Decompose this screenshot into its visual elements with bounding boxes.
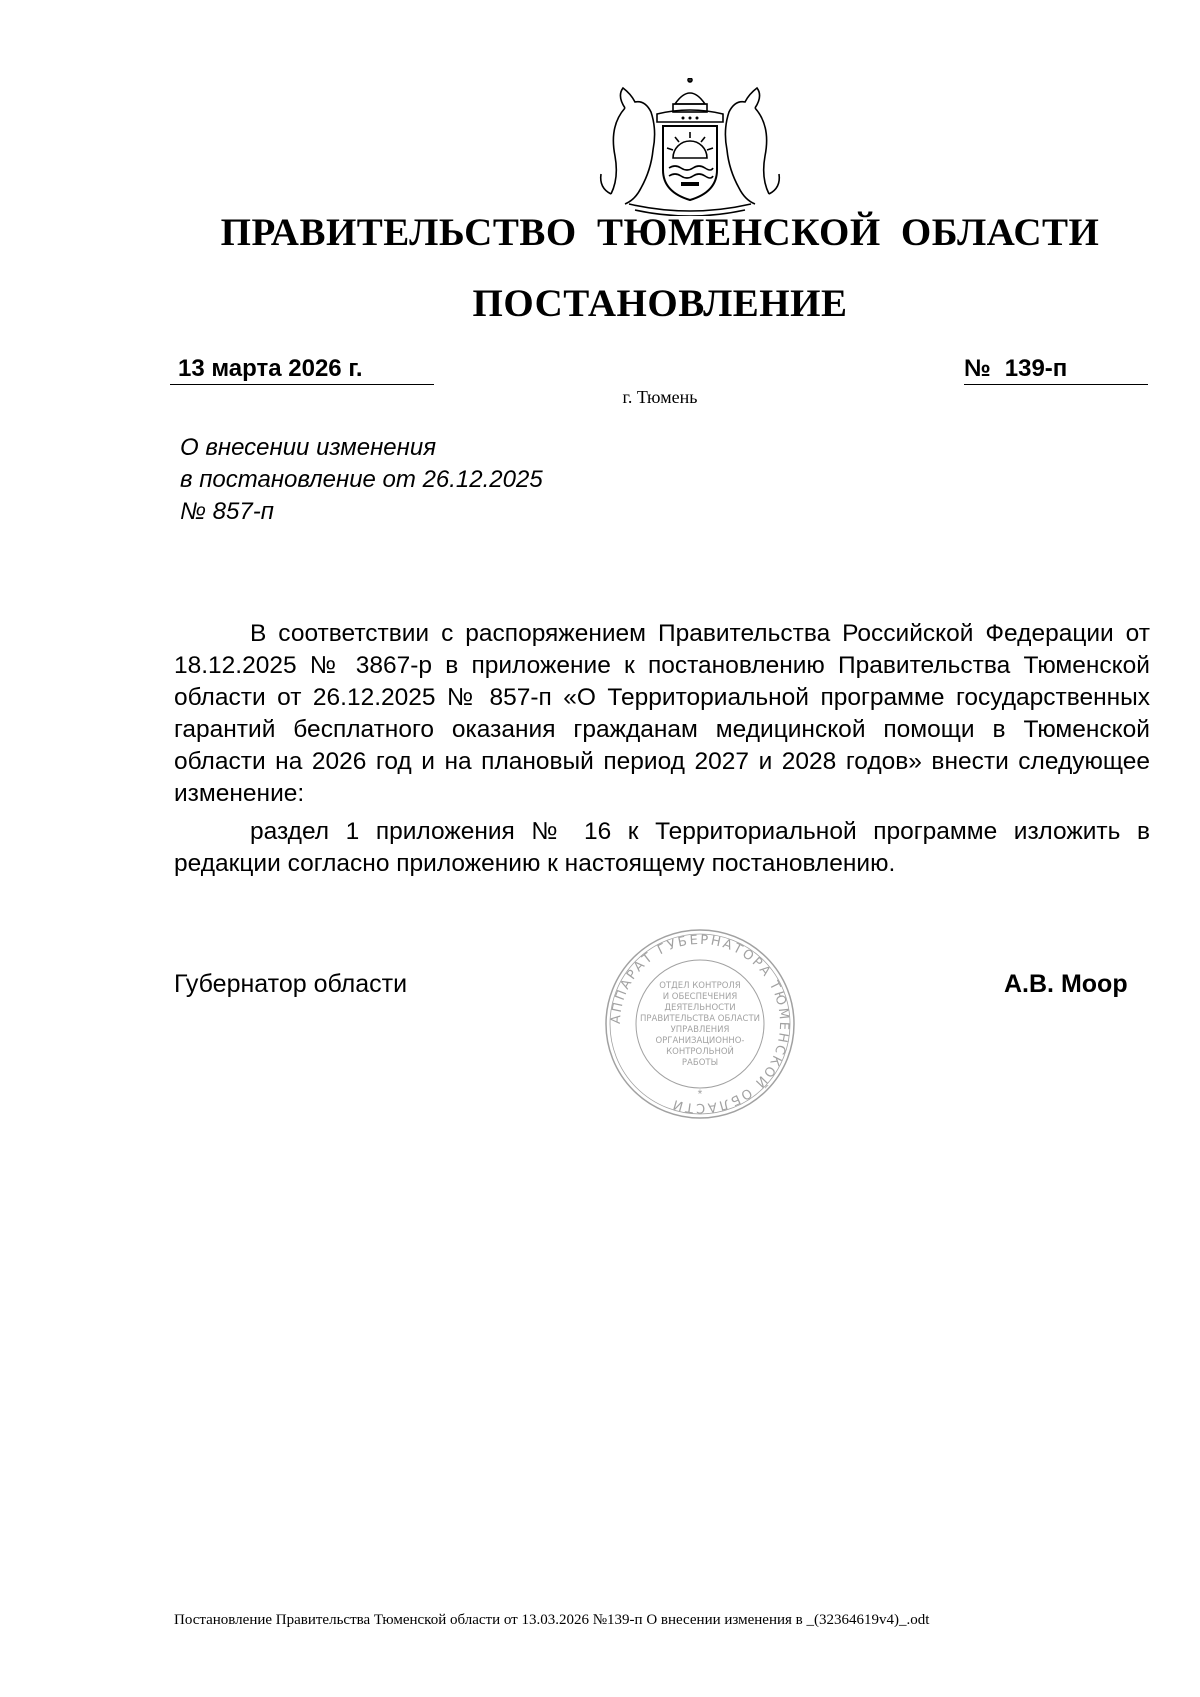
official-seal-icon xyxy=(602,926,798,1122)
body-paragraph: В соответствии с распоряжением Правительства Российской Федерации от 18.12.2025 № 3867-р в приложение к постановлению Правительства Тюменской области от 26.12.2025 № 857-п «О Территориальной программе государственных гарантий бесплатного оказания гражданам медицинской помощи в Тюменской области на 2026 год и на плановый период 2027 и 2028 годов» внести следующее изменение: xyxy=(174,620,1150,807)
document-body xyxy=(174,618,1150,886)
seal-inner-line: ОТДЕЛ КОНТРОЛЯ xyxy=(659,981,741,991)
document-type-heading: ПОСТАНОВЛЕНИЕ xyxy=(472,282,848,325)
seal-inner-line: И ОБЕСПЕЧЕНИЯ xyxy=(662,992,738,1002)
signer-title: Губернатор области xyxy=(174,970,408,998)
seal-inner-line: ОРГАНИЗАЦИОННО- xyxy=(655,1036,745,1046)
number-sign: № xyxy=(964,355,991,382)
seal-outer-text: АППАРАТ ГУБЕРНАТОРА ТЮМЕНСКОЙ ОБЛАСТИ xyxy=(608,932,792,1116)
seal-inner-line: КОНТРОЛЬНОЙ xyxy=(666,1047,734,1057)
signer-name: А.В. Моор xyxy=(1004,970,1128,998)
document-subject xyxy=(180,432,543,528)
seal-inner-line: РАБОТЫ xyxy=(681,1058,719,1068)
document-number-field xyxy=(964,354,1148,385)
subject-line: О внесении изменения xyxy=(180,434,437,461)
svg-text:*: * xyxy=(697,1087,703,1101)
subject-line: № 857-п xyxy=(180,498,274,525)
document-date: 13 марта 2026 г. xyxy=(170,354,434,385)
tyumen-coat-of-arms-icon xyxy=(595,78,785,216)
document-footer: Постановление Правительства Тюменской области от 13.03.2026 №139-п О внесении изменения в _(32364619v4)_.odt xyxy=(174,1612,930,1628)
seal-inner-line: УПРАВЛЕНИЯ xyxy=(670,1025,730,1035)
body-paragraph: раздел 1 приложения № 16 к Территориальной программе изложить в редакции согласно приложению к настоящему постановлению. xyxy=(174,818,1150,877)
subject-line: в постановление от 26.12.2025 xyxy=(180,466,543,493)
seal-inner-line: ПРАВИТЕЛЬСТВА ОБЛАСТИ xyxy=(640,1014,760,1024)
document-number: 139-п xyxy=(1004,355,1068,382)
document-city: г. Тюмень xyxy=(622,387,698,407)
organization-title: ПРАВИТЕЛЬСТВО ТЮМЕНСКОЙ ОБЛАСТИ xyxy=(220,211,1100,254)
seal-inner-line: ДЕЯТЕЛЬНОСТИ xyxy=(664,1003,736,1013)
